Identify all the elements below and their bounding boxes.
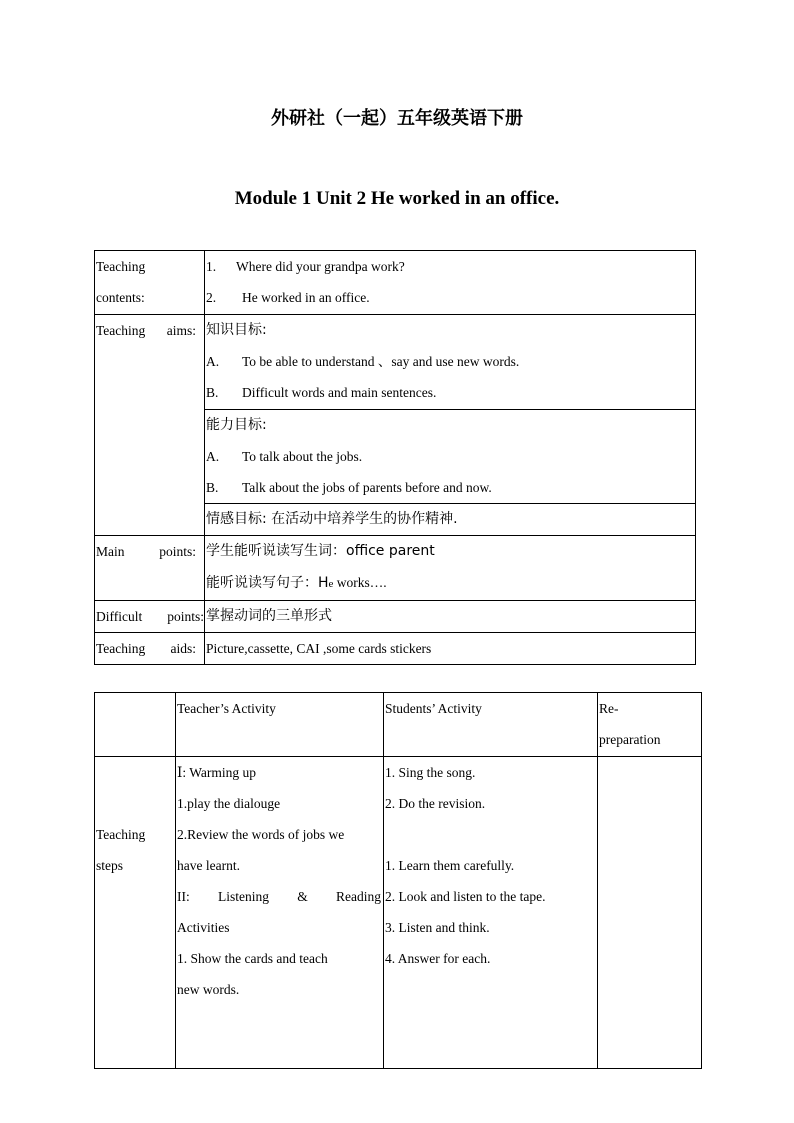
teacher-step-line: 1.play the dialouge bbox=[177, 796, 281, 811]
label-word: Difficult bbox=[96, 609, 143, 624]
main-points-label bbox=[95, 536, 205, 601]
aim-item bbox=[206, 441, 695, 472]
teaching-contents-label bbox=[95, 251, 205, 315]
label-line: steps bbox=[96, 858, 123, 873]
emotion-aims bbox=[205, 504, 696, 536]
lesson-title: Module 1 Unit 2 He worked in an office. bbox=[234, 188, 560, 209]
spacer-line bbox=[385, 819, 597, 850]
label-word: aims: bbox=[166, 323, 196, 338]
main-point-2-text: 能听说读写句子：H bbox=[206, 575, 329, 591]
teaching-contents-row bbox=[95, 251, 696, 315]
re-preparation-cell bbox=[598, 757, 702, 1069]
student-step-line: 2. Do the revision. bbox=[385, 796, 486, 811]
student-step-line: 1. Learn them carefully. bbox=[385, 858, 515, 873]
word: II: bbox=[177, 889, 190, 904]
teacher-step-line: 1. Show the cards and teach bbox=[177, 951, 328, 966]
item-letter: B. bbox=[206, 480, 219, 495]
label-line: Teaching bbox=[96, 827, 146, 842]
word: Listening bbox=[217, 889, 269, 904]
students-activity-header bbox=[384, 693, 598, 757]
teacher-step-line: Ⅰ: Warming up bbox=[177, 765, 256, 780]
teaching-aims-label bbox=[95, 315, 205, 536]
content-item bbox=[206, 282, 695, 313]
teacher-step-line: new words. bbox=[177, 982, 240, 997]
ability-aims bbox=[205, 410, 696, 504]
label-word: Teaching bbox=[96, 323, 146, 338]
header-row bbox=[95, 693, 702, 757]
teacher-activity-header bbox=[176, 693, 384, 757]
label-line: Teaching bbox=[96, 259, 146, 274]
knowledge-aims bbox=[205, 315, 696, 410]
teaching-steps-table bbox=[94, 692, 702, 1069]
item-number: 2. bbox=[206, 290, 217, 305]
label-word: points: bbox=[167, 609, 204, 624]
label-line: contents: bbox=[96, 290, 145, 305]
main-points-value bbox=[205, 536, 696, 601]
ability-aims-heading: 能力目标: bbox=[206, 417, 267, 433]
item-text: Difficult words and main sentences. bbox=[242, 385, 437, 400]
student-step-line: 1. Sing the song. bbox=[385, 765, 476, 780]
label-word: points: bbox=[159, 544, 196, 559]
item-letter: A. bbox=[206, 354, 220, 369]
difficult-points-value bbox=[205, 601, 696, 633]
aim-item bbox=[206, 346, 695, 377]
student-step-line: 3. Listen and think. bbox=[385, 920, 490, 935]
item-text: To talk about the jobs. bbox=[242, 449, 363, 464]
main-point-2-rest: works…. bbox=[333, 575, 387, 590]
teacher-activity-cell bbox=[176, 757, 384, 1069]
main-point-2 bbox=[206, 567, 695, 600]
difficult-points-label bbox=[95, 601, 205, 633]
item-text: To be able to understand 、say and use new words. bbox=[242, 354, 520, 369]
knowledge-aims-heading: 知识目标: bbox=[206, 322, 267, 338]
label-word: aids: bbox=[170, 641, 196, 656]
label-word: Teaching bbox=[96, 641, 146, 656]
teacher-step-line bbox=[177, 881, 383, 912]
teacher-step-line: Activities bbox=[177, 920, 230, 935]
teaching-aids-row bbox=[95, 633, 696, 665]
teacher-step-line: 2.Review the words of jobs we bbox=[177, 827, 345, 842]
word: Reading bbox=[335, 889, 381, 904]
difficult-points-row bbox=[95, 601, 696, 633]
item-text: Where did your grandpa work? bbox=[236, 259, 405, 274]
content-item bbox=[206, 251, 695, 282]
item-number: 1. bbox=[206, 259, 217, 274]
empty-corner-cell bbox=[95, 693, 176, 757]
teaching-aims-row bbox=[95, 315, 696, 410]
re-preparation-header bbox=[598, 693, 702, 757]
teaching-aids-text: Picture,cassette, CAI ,some cards stickers bbox=[206, 641, 432, 656]
teaching-aids-label bbox=[95, 633, 205, 665]
aim-item bbox=[206, 472, 695, 503]
teaching-aids-value bbox=[205, 633, 696, 665]
label-line bbox=[96, 601, 204, 632]
teaching-steps-row bbox=[95, 757, 702, 1069]
emotion-aims-text: 情感目标: 在活动中培养学生的协作精神. bbox=[206, 511, 458, 527]
label-word: Main bbox=[96, 544, 125, 559]
header-text: preparation bbox=[599, 732, 661, 747]
document-title: 外研社（一起）五年级英语下册 bbox=[271, 108, 523, 129]
teaching-contents-value bbox=[205, 251, 696, 315]
item-letter: B. bbox=[206, 385, 219, 400]
main-point-2-letter: e bbox=[328, 578, 334, 590]
item-text: Talk about the jobs of parents before and now. bbox=[242, 480, 492, 495]
student-step-line: 4. Answer for each. bbox=[385, 951, 491, 966]
item-text: He worked in an office. bbox=[242, 290, 370, 305]
label-line bbox=[96, 536, 204, 567]
header-text: Teacher’s Activity bbox=[177, 701, 276, 716]
aim-item bbox=[206, 377, 695, 408]
word: & bbox=[297, 889, 308, 904]
lesson-plan-table bbox=[94, 250, 696, 665]
teaching-steps-label bbox=[95, 757, 176, 1069]
item-letter: A. bbox=[206, 449, 220, 464]
students-activity-cell bbox=[384, 757, 598, 1069]
student-step-line: 2. Look and listen to the tape. bbox=[385, 889, 546, 904]
label-line bbox=[96, 315, 204, 346]
main-points-row bbox=[95, 536, 696, 601]
header-text: Students’ Activity bbox=[385, 701, 482, 716]
header-text: Re- bbox=[599, 701, 619, 716]
main-point-1: 学生能听说读写生词：office parent bbox=[206, 543, 435, 559]
difficult-points-text: 掌握动词的三单形式 bbox=[206, 608, 332, 624]
teacher-step-line: have learnt. bbox=[177, 858, 240, 873]
label-line bbox=[96, 633, 204, 664]
